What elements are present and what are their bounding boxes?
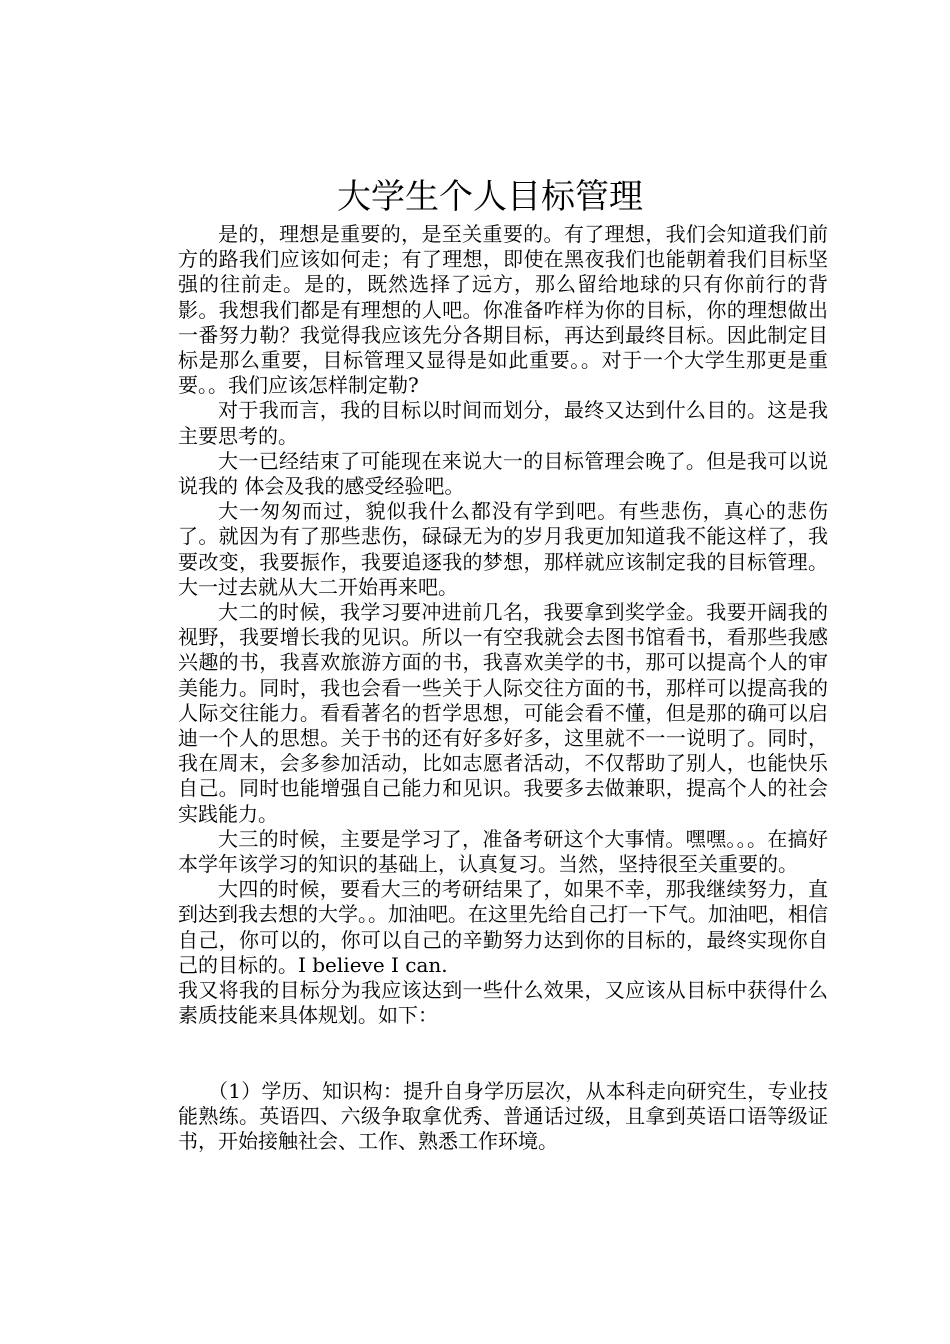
paragraph-thinking: 对于我而言，我的目标以时间而划分，最终又达到什么目的。这是我主要思考的。 — [178, 398, 828, 448]
paragraph-intro: 是的，理想是重要的，是至关重要的。有了理想，我们会知道我们前方的路我们应该如何走；有了理想，即使在黑夜我们也能朝着我们目标坚强的往前走。是的，既然选择了远方，那么留给地球的只有你前行的背影。我想我们都是有理想的人吧。你准备咋样为你的目标，你的理想做出一番努力勒？我觉得我应该先分各期目标，再达到最终目标。因此制定目标是那么重要，目标管理又显得是如此重要。。对于一个大学生那更是重要。。我们应该怎样制定勒? — [178, 222, 828, 398]
paragraph-junior: 大三的时候，主要是学习了，准备考研这个大事情。嘿嘿。。。在搞好本学年该学习的知识的基础上，认真复习。当然，坚持很至关重要的。 — [178, 826, 828, 877]
paragraph-senior: 大四的时候，要看大三的考研结果了，如果不幸，那我继续努力，直到达到我去想的大学。。加油吧。在这里先给自己打一下气。加油吧，相信自己，你可以的，你可以自己的辛勤努力达到你的目标的，最终实现你自己的目标的。I believe I can. — [178, 877, 828, 977]
paragraph-freshman-intro: 大一已经结束了可能现在来说大一的目标管理会晚了。但是我可以说说我的 体会及我的感受经验吧。 — [178, 448, 828, 499]
paragraph-sophomore: 大二的时候，我学习要冲进前几名，我要拿到奖学金。我要开阔我的视野，我要增长我的见识。所以一有空我就会去图书馆看书，看那些我感兴趣的书，我喜欢旅游方面的书，我喜欢美学的书，那可以提高个人的审美能力。同时，我也会看一些关于人际交往方面的书，那样可以提高我的人际交往能力。看看著名的哲学思想，可能会看不懂，但是那的确可以启迪一个人的思想。关于书的还有好多好多，这里就不一一说明了。同时，我在周末，会多参加活动，比如志愿者活动，不仅帮助了别人，也能快乐自己。同时也能增强自己能力和见识。我要多去做兼职，提高个人的社会实践能力。 — [178, 600, 828, 826]
paragraph-plan-intro: 我又将我的目标分为我应该达到一些什么效果，又应该从目标中获得什么素质技能来具体规划。如下： — [178, 978, 828, 1028]
paragraph-gap — [178, 1029, 828, 1079]
paragraph-freshman: 大一匆匆而过，貌似我什么都没有学到吧。有些悲伤，真心的悲伤了。就因为有了那些悲伤，碌碌无为的岁月我更加知道我不能这样了，我要改变，我要振作，我要追逐我的梦想，那样就应该制定我的目标管理。大一过去就从大二开始再来吧。 — [178, 499, 828, 599]
paragraph-plan-item-1: （1）学历、知识构：提升自身学历层次，从本科走向研究生，专业技能熟练。英语四、六级争取拿优秀、普通话过级，且拿到英语口语等级证书，开始接触社会、工作、熟悉工作环境。 — [178, 1078, 828, 1153]
document-title: 大学生个人目标管理 — [337, 177, 643, 217]
document-body — [178, 222, 828, 1154]
